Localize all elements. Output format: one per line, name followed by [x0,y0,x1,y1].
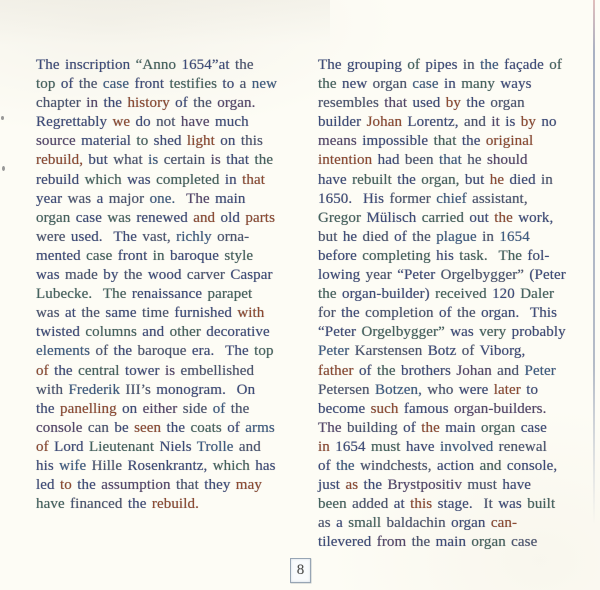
text-line: of Lord Lieutenant Niels Trolle and [36,438,261,455]
text-column-right [318,56,586,552]
text-line: tilevered from the main organ case [318,534,538,551]
scan-speck [1,116,4,120]
text-line: his wife Hille Rosenkrantz, which has [36,457,276,474]
text-line: but he died of the plague in 1654 [318,228,530,245]
text-line: have rebuilt the organ, but he died in [318,171,553,188]
text-line: twisted columns and other decorative [36,324,270,341]
text-line: as a small baldachin organ can- [318,515,518,532]
text-line: mented case front in baroque style [36,247,254,264]
text-column-left [36,56,300,514]
text-line: Gregor Mülisch carried out the work, [318,209,554,226]
text-line: builder Johan Lorentz, and it is by no [318,114,557,131]
text-line: for the completion of the organ. This [318,305,558,322]
text-line: organ case was renewed and old parts [36,209,276,226]
text-line: of the windchests, action and console, [318,457,558,474]
text-line: before completing his task. The fol- [318,247,550,264]
text-line: were used. The vast, richly orna- [36,228,250,245]
text-line: 1650. His former chief assistant, [318,190,528,207]
text-line: was at the same time furnished with [36,305,265,322]
text-line: in 1654 must have involved renewal [318,438,547,455]
text-line: “Peter Orgelbygger” was very probably [318,324,566,341]
text-line: led to the assumption that they may [36,477,262,494]
text-line: become such famous organ-builders. [318,400,547,417]
text-line: means impossible that the original [318,133,534,150]
text-line: the new organ case in many ways [318,76,532,93]
text-line: top of the case front testifies to a new [36,76,278,93]
text-line: rebuild, but what is certain is that the [36,152,274,169]
text-line: just as the Brystpositiv must have [318,477,532,494]
page-number: 8 [296,562,305,578]
text-line: The building of the main organ case [318,419,547,436]
text-line: year was a major one. The main [36,190,246,207]
text-line: the panelling on either side of the [36,400,250,417]
text-line: Regrettably we do not have much [36,114,249,131]
page-number-box [290,558,311,583]
text-line: Lubecke. The renaissance parapet [36,286,253,303]
text-line: elements of the baroque era. The top [36,343,274,360]
text-line: lowing year “Peter Orgelbygger” (Peter [318,267,566,284]
text-line: was made by the wood carver Caspar [36,267,273,284]
text-line: the organ-builder) received 120 Daler [318,286,555,303]
text-line: The inscription “Anno 1654”at the [36,57,254,73]
scan-speck [2,166,5,171]
text-line: been added at this stage. It was built [318,496,556,513]
text-line: intention had been that he should [318,152,528,169]
text-line: have financed the rebuild. [36,496,199,513]
text-line: console can be seen the coats of arms [36,419,275,436]
scan-edge-line [593,0,595,525]
text-line: Peter Karstensen Botz of Viborg, [318,343,526,360]
text-line: with Frederik III’s monogram. On [36,381,256,398]
text-line: resembles that used by the organ [318,95,525,112]
text-line: father of the brothers Johan and Peter [318,362,556,379]
text-line: chapter in the history of the organ. [36,95,256,112]
text-line: source material to shed light on this [36,133,263,150]
scan-shading [0,0,330,52]
text-line: of the central tower is embellished [36,362,255,379]
text-line: rebuild which was completed in that [36,171,265,188]
text-line: Petersen Botzen, who were later to [318,381,539,398]
text-line: The grouping of pipes in the façade of [318,57,562,73]
